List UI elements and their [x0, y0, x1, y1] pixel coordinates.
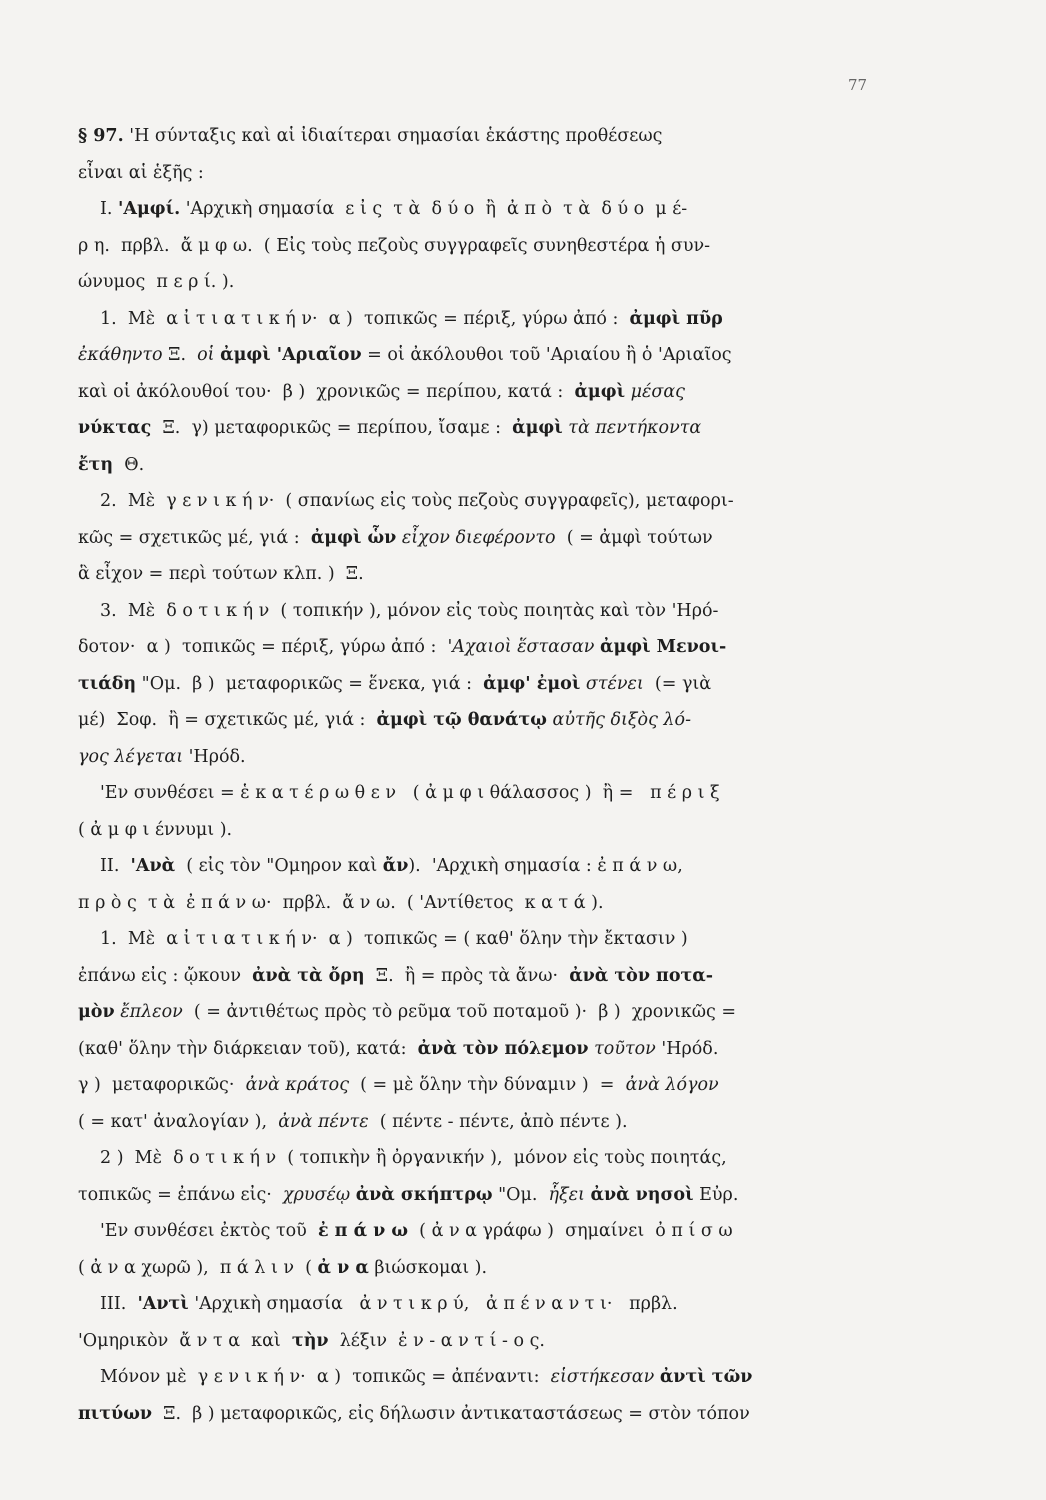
bold-term: ἄν [382, 856, 409, 876]
text-segment: ( = ἀμφὶ τούτων [555, 527, 713, 548]
text-segment: λέξιν ἐ ν - α ν τ ί - ο ς. [328, 1330, 545, 1351]
text-segment: ( = μὲ ὅλην τὴν δύναμιν ) = [349, 1075, 626, 1095]
text-line [78, 337, 886, 374]
text-line [78, 921, 886, 958]
bold-term: ἀνὰ σκήπτρῳ [355, 1184, 493, 1205]
text-segment: "Ομ. β ) μεταφορικῶς = ἕνεκα, γιά : [136, 673, 484, 694]
text-line [78, 1067, 886, 1104]
text-segment: 'Ομηρικὸν ἄ ν τ α καὶ [78, 1330, 292, 1351]
text-line [78, 556, 886, 593]
italic-citation: οἱ [197, 345, 215, 365]
text-segment: = οἱ ἀκόλουθοι τοῦ 'Αριαίου ἢ ὁ 'Αριαῖος [361, 345, 732, 365]
bold-term: ἀμφὶ 'Αριαῖον [220, 345, 362, 365]
text-segment: ρ η. πρβλ. ἄ μ φ ω. ( Εἰς τοὺς πεζοὺς συγγραφεῖς συνηθεστέρα ἡ συν- [78, 235, 711, 256]
text-segment: 3. Μὲ δ ο τ ι κ ή ν ( τοπικήν ), μόνον εἰς τοὺς ποιητὰς καὶ τὸν 'Ηρό- [100, 600, 719, 621]
text-segment: "Ομ. [492, 1184, 549, 1205]
page-number: 77 [848, 76, 868, 94]
bold-term: ἀμφὶ τῷ θανάτῳ [376, 710, 547, 730]
text-line [78, 1177, 886, 1214]
text-line [78, 118, 886, 155]
text-segment: Ξ. [162, 345, 198, 365]
text-line [78, 1286, 886, 1323]
text-line [78, 994, 886, 1031]
text-segment: ἃ εἶχον = περὶ τούτων κλπ. ) Ξ. [78, 564, 364, 584]
bold-term: ἀμφ' ἐμοὶ [483, 673, 581, 694]
bold-term: ἔτη [78, 454, 114, 475]
text-line [78, 374, 886, 411]
bold-term: 'Ανὰ [130, 856, 176, 876]
text-segment: Ξ. γ) μεταφορικῶς = περίπου, ἴσαμε : [151, 418, 513, 438]
text-line [78, 775, 886, 812]
text-line [78, 155, 886, 192]
text-line [78, 410, 886, 447]
text-line [78, 301, 886, 338]
text-segment: μέ) Σοφ. ἢ = σχετικῶς μέ, γιά : [78, 710, 377, 730]
text-segment: (= γιὰ [643, 673, 712, 694]
text-segment: ώνυμος π ε ρ ί. ). [78, 272, 235, 292]
text-line [78, 1359, 886, 1396]
italic-citation: 'Αχαιοὶ ἕστασαν [447, 637, 595, 657]
bold-term: ἀ ν α [317, 1257, 369, 1278]
bold-term: ἀνὰ τὰ ὄρη [252, 965, 365, 986]
text-segment: ( = κατ' ἀναλογίαν ), [78, 1111, 279, 1132]
text-segment: 'Αρχικὴ σημασία ἀ ν τ ι κ ρ ύ, ἀ π έ ν α ν τ ι· πρβλ. [188, 1294, 678, 1314]
text-segment: 'Η σύνταξις καὶ αἱ ἰδιαίτεραι σημασίαι ἑκάστης προθέσεως [123, 126, 663, 146]
text-line [78, 1250, 886, 1287]
bold-term: ἀνὰ τὸν πόλεμον [417, 1038, 589, 1059]
text-segment: δοτον· α ) τοπικῶς = πέριξ, γύρω ἀπό : [78, 637, 448, 657]
text-line [78, 1396, 886, 1433]
italic-citation: ἧξει [548, 1184, 585, 1205]
text-line [78, 520, 886, 557]
bold-term: ἀμφὶ ὧν [310, 527, 397, 548]
text-segment: 'Ηρόδ. [183, 746, 246, 767]
text-line [78, 848, 886, 885]
text-segment: π ρ ὸ ς τ ὰ ἐ π ά ν ω· πρβλ. ἄ ν ω. ( 'Αντίθετος κ α τ ά ). [78, 892, 604, 913]
text-line [78, 1213, 886, 1250]
bold-term: ἀμφὶ Μενοι- [599, 637, 727, 657]
italic-citation: ἀνὰ κράτος [245, 1075, 349, 1095]
italic-citation: μέσας [630, 381, 685, 402]
italic-citation: ἔπλεον [120, 1002, 183, 1022]
text-line [78, 885, 886, 922]
text-segment: 1. Μὲ α ἰ τ ι α τ ι κ ή ν· α ) τοπικῶς = πέριξ, γύρω ἀπό : [100, 308, 630, 329]
text-line [78, 1031, 886, 1068]
bold-term: ἀμφὶ πῦρ [629, 308, 723, 329]
text-segment: τοπικῶς = ἐπάνω εἰς· [78, 1184, 283, 1205]
bold-term: ἀνὰ νησοὶ [590, 1184, 694, 1205]
text-segment: 2. Μὲ γ ε ν ι κ ή ν· ( σπανίως εἰς τοὺς πεζοὺς συγγραφεῖς), μεταφορι- [100, 491, 734, 511]
text-line [78, 666, 886, 703]
text-segment: Εὐρ. [693, 1184, 739, 1205]
italic-citation: στένει [585, 673, 644, 694]
text-segment: 1. Μὲ α ἰ τ ι α τ ι κ ή ν· α ) τοπικῶς = ( καθ' ὅλην τὴν ἔκτασιν ) [100, 929, 688, 949]
italic-citation: τὰ πεντήκοντα [568, 418, 702, 438]
text-segment: 'Εν συνθέσει = ἑ κ α τ έ ρ ω θ ε ν ( ἀ μ φ ι θάλασσος ) ἢ = π έ ρ ι ξ [100, 783, 720, 803]
italic-citation: εἶχον διεφέροντο [401, 527, 556, 548]
bold-term: ἀμφὶ [574, 381, 626, 402]
text-line [78, 191, 886, 228]
text-line [78, 228, 886, 265]
bold-term: § 97. [78, 126, 124, 146]
text-segment: ). 'Αρχικὴ σημασία : ἐ π ά ν ω, [408, 856, 683, 876]
text-segment: ( εἰς τὸν "Ομηρον καὶ [175, 856, 383, 876]
text-segment: ( ἀ ν α χωρῶ ), π ά λ ι ν ( [78, 1257, 318, 1278]
italic-citation: ἀνὰ λόγον [625, 1075, 719, 1095]
bold-term: τιάδη [78, 673, 137, 694]
text-segment: 2 ) Μὲ δ ο τ ι κ ή ν ( τοπικὴν ἢ ὀργανικήν ), μόνον εἰς τοὺς ποιητάς, [100, 1148, 727, 1168]
italic-citation: χρυσέῳ [282, 1184, 351, 1205]
bold-term: τὴν [291, 1330, 329, 1351]
bold-term: ἀμφὶ [512, 418, 563, 438]
text-line [78, 593, 886, 630]
bold-term: μὸν [78, 1002, 115, 1022]
text-segment: 'Αρχικὴ σημασία ε ἰ ς τ ὰ δ ύ ο ἢ ἀ π ὸ τ ὰ δ ύ ο μ έ- [180, 199, 688, 219]
text-line [78, 629, 886, 666]
bold-term: νύκτας [78, 418, 152, 438]
text-segment: βιώσκομαι ). [368, 1257, 488, 1278]
text-segment: I. [100, 199, 119, 219]
text-segment: 'Εν συνθέσει ἐκτὸς τοῦ [100, 1221, 318, 1241]
text-segment: Ξ. β ) μεταφορικῶς, εἰς δήλωσιν ἀντικαταστάσεως = στὸν τόπον [152, 1403, 750, 1424]
italic-citation: γος λέγεται [78, 746, 184, 767]
document-body [78, 118, 886, 1432]
bold-term: πιτύων [78, 1403, 152, 1424]
text-line [78, 739, 886, 776]
bold-term: ἀντὶ τῶν [659, 1367, 753, 1387]
italic-citation: τοῦτον [594, 1038, 656, 1059]
text-segment: II. [100, 856, 131, 876]
text-line [78, 1140, 886, 1177]
text-segment: III. [100, 1294, 138, 1314]
italic-citation: ἐκάθηντο [78, 345, 163, 365]
italic-citation: εἱστήκεσαν [550, 1367, 655, 1387]
text-line [78, 483, 886, 520]
bold-term: ἐ π ά ν ω [317, 1221, 409, 1241]
bold-term: 'Αμφί. [118, 199, 181, 219]
text-line [78, 812, 886, 849]
text-segment: καὶ οἱ ἀκόλουθοί του· β ) χρονικῶς = περίπου, κατά : [78, 381, 575, 402]
text-segment: γ ) μεταφορικῶς· [78, 1075, 246, 1095]
text-segment: εἶναι αἱ ἑξῆς : [78, 162, 204, 183]
text-line [78, 264, 886, 301]
text-segment: (καθ' ὅλην τὴν διάρκειαν τοῦ), κατά: [78, 1038, 418, 1059]
text-segment: κῶς = σχετικῶς μέ, γιά : [78, 527, 311, 548]
text-segment: ( πέντε - πέντε, ἀπὸ πέντε ). [368, 1111, 628, 1132]
text-segment: Ξ. ἢ = πρὸς τὰ ἄνω· [364, 965, 570, 986]
italic-citation: ἀνὰ πέντε [278, 1111, 369, 1132]
text-line [78, 447, 886, 484]
text-segment: ( ἀ ν α γράφω ) σημαίνει ὀ π ί σ ω [408, 1221, 733, 1241]
text-line [78, 1323, 886, 1360]
italic-citation: αὐτῆς διξὸς λό- [552, 710, 691, 730]
text-segment: ( = ἀντιθέτως πρὸς τὸ ρεῦμα τοῦ ποταμοῦ )· β ) χρονικῶς = [182, 1002, 737, 1022]
text-segment: Μόνον μὲ γ ε ν ι κ ή ν· α ) τοπικῶς = ἀπέναντι: [100, 1367, 551, 1387]
text-line [78, 702, 886, 739]
text-line [78, 1104, 886, 1141]
text-segment: ( ἀ μ φ ι έννυμι ). [78, 819, 233, 840]
text-line [78, 958, 886, 995]
text-segment: ἐπάνω εἰς : ᾤκουν [78, 965, 253, 986]
bold-term: 'Αντὶ [137, 1294, 189, 1314]
text-segment: Θ. [113, 454, 145, 475]
text-segment: 'Ηρόδ. [655, 1038, 719, 1059]
bold-term: ἀνὰ τὸν ποτα- [569, 965, 714, 986]
